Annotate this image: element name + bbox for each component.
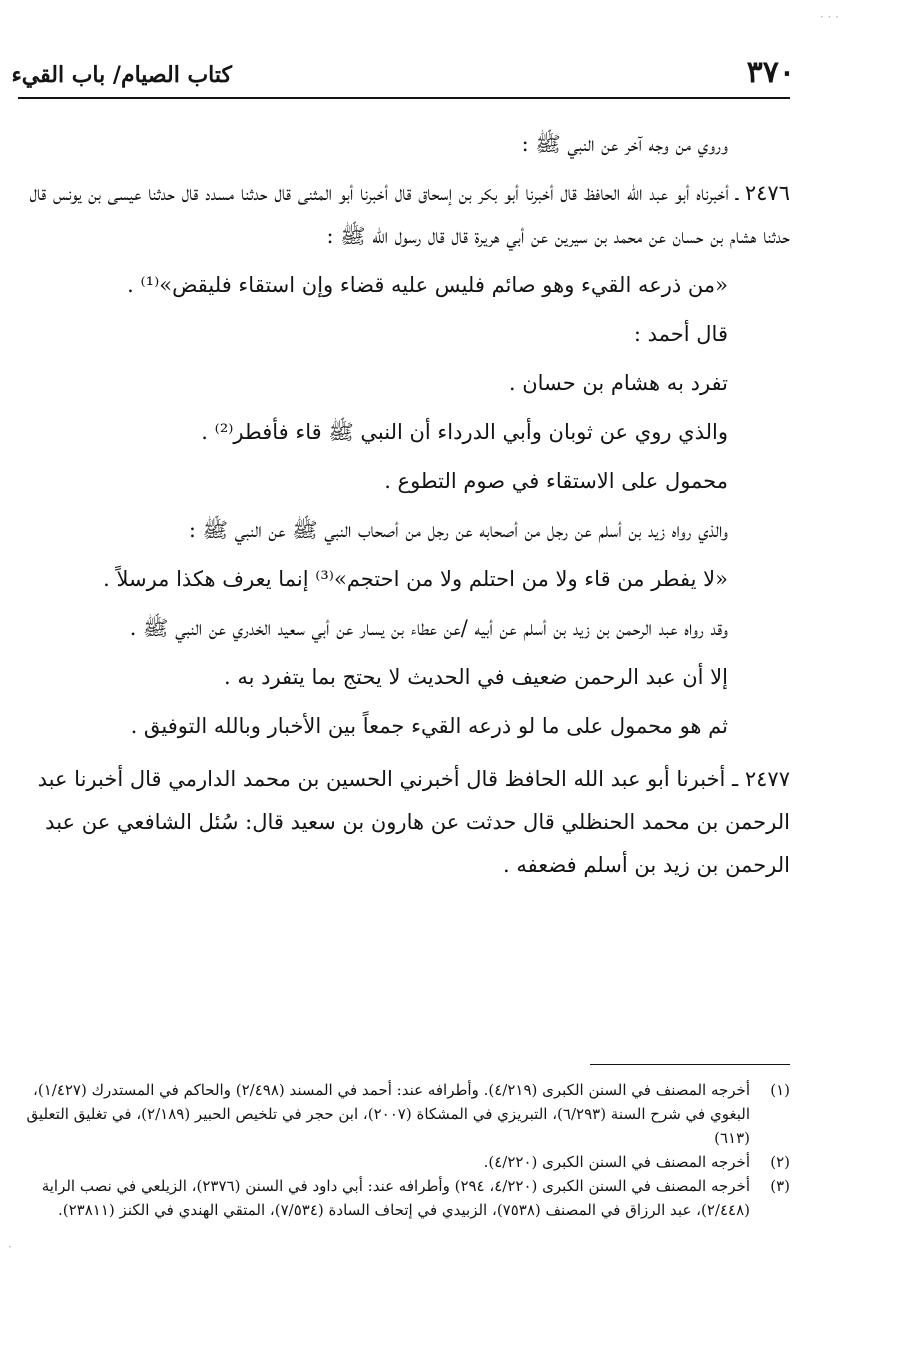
hadith-text-not-break: «لا يفطر من قاء ولا من احتلم ولا من احتجم»⁽³⁾ إنما يعرف هكذا مرسلاً . <box>103 567 728 591</box>
footnote-marker: (٣) <box>770 1177 790 1195</box>
footnote-marker: (٢) <box>770 1153 790 1171</box>
paragraph-weak-narrator: إلا أن عبد الرحمن ضعيف في الحديث لا يحتج بما يتفرد به . <box>223 665 728 689</box>
footnote-2 <box>20 1150 790 1174</box>
footnote-1 <box>20 1078 790 1150</box>
running-header-title: كتاب الصيام/ باب القيء <box>11 62 232 88</box>
header-divider <box>18 97 790 99</box>
main-text <box>20 123 790 893</box>
footnote-text: أخرجه المصنف في السنن الكبرى (٤/٢١٩). وأطرافه عند: أحمد في المسند (٢/٤٩٨) والحاكم في المستدرك (١/٤٢٧)، البغوي في شرح السنة (٦/٢٩٣)، التبريزي في المشكاة (٢٠٠٧)، ابن حجر في تلخيص الحبير (٢/١٨٩)، في تغليق التعليق (٦١٣) <box>26 1081 750 1147</box>
paragraph-conclusion: ثم هو محمول على ما لو ذرعه القيء جمعاً بين الأخبار وبالله التوفيق . <box>130 714 728 738</box>
footnote-3 <box>20 1174 790 1222</box>
paragraph-hisham-unique: تفرد به هشام بن حسان . <box>508 371 728 395</box>
page-number: ٣٧٠ <box>746 55 795 90</box>
paragraph-ahmad-said: قال أحمد : <box>633 322 728 346</box>
paragraph-other-narration: وروي من وجه آخر عن النبي ﷺ : <box>521 132 728 156</box>
footnote-divider <box>590 1064 790 1065</box>
paragraph-abdulrahman-narration: وقد رواه عبد الرحمن بن زيد بن أسلم عن أبيه /عن عطاء بن يسار عن أبي سعيد الخدري عن النبي ﷺ . <box>129 616 728 640</box>
footnotes <box>20 1078 790 1222</box>
scan-speck: · <box>8 1240 12 1254</box>
hadith-2476: ٢٤٧٦ ـ أخبرناه أبو عبد الله الحافظ قال أخبرنا أبو بكر بن إسحاق قال أخبرنا أبو المثنى قال حدثنا مسدد قال حدثنا عيسى بن يونس قال حدثنا هشام بن حسان عن محمد بن سيرين عن أبي هريرة قال قال رسول الله ﷺ : <box>29 181 790 248</box>
paragraph-thawban: والذي روي عن ثوبان وأبي الدرداء أن النبي ﷺ قاء فأفطر⁽²⁾ . <box>201 420 728 444</box>
paragraph-zayd-narration: والذي رواه زيد بن أسلم عن رجل من أصحابه عن رجل من أصحاب النبي ﷺ عن النبي ﷺ : <box>188 518 728 542</box>
footnote-marker: (١) <box>770 1081 790 1099</box>
scan-speck: · · · <box>820 10 840 24</box>
hadith-2477: ٢٤٧٧ ـ أخبرنا أبو عبد الله الحافظ قال أخبرني الحسين بن محمد الدارمي قال أخبرنا عبد الرحمن بن محمد الحنظلي قال حدثت عن هارون بن سعيد قال: سُئل الشافعي عن عبد الرحمن بن زيد بن أسلم فضعفه . <box>37 767 790 877</box>
paragraph-voluntary-fast: محمول على الاستقاء في صوم التطوع . <box>384 469 728 493</box>
hadith-text-vomiting: «من ذرعه القيء وهو صائم فليس عليه قضاء وإن استقاء فليقض»⁽¹⁾ . <box>127 273 728 297</box>
footnote-text: أخرجه المصنف في السنن الكبرى (٤/٢٢٠، ٢٩٤) وأطرافه عند: أبي داود في السنن (٢٣٧٦)، الزيلعي في نصب الراية (٢/٤٤٨)، عبد الرزاق في المصنف (٧٥٣٨)، الزبيدي في إتحاف السادة (٧/٥٣٤)، المتقي الهندي في الكنز (٢٣٨١١). <box>41 1177 750 1219</box>
footnote-text: أخرجه المصنف في السنن الكبرى (٤/٢٢٠). <box>483 1153 750 1171</box>
